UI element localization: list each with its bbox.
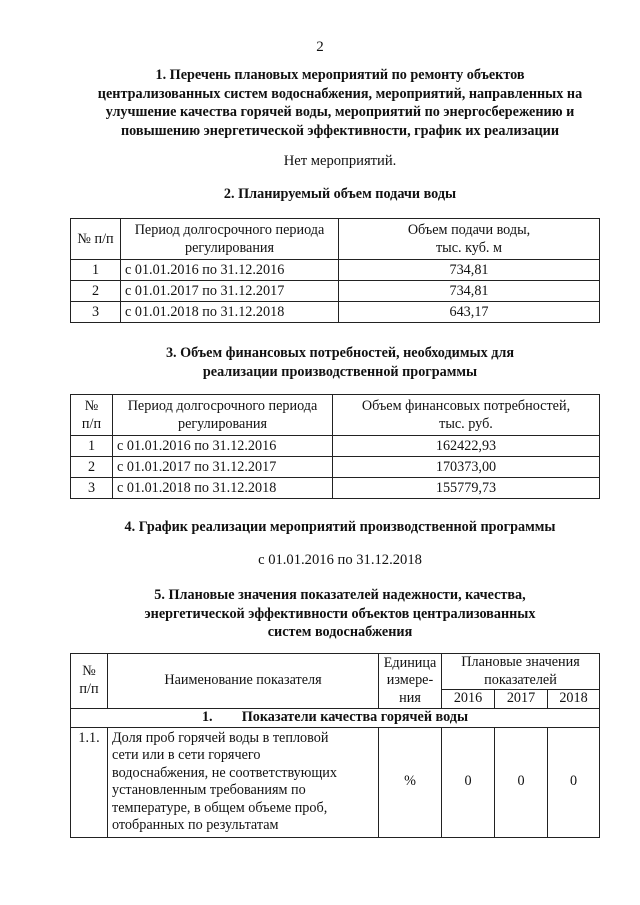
table-row	[71, 302, 600, 323]
page-number: 2	[316, 39, 324, 55]
section5-title-line: систем водоснабжения	[267, 624, 413, 640]
table-row	[71, 281, 600, 302]
row-value: 170373,00	[333, 457, 600, 478]
header-planned-line: Плановые значения	[461, 654, 580, 670]
section2-title: 2. Планируемый объем подачи воды	[223, 186, 457, 202]
section3-title-line: 3. Объем финансовых потребностей, необходимых для	[165, 345, 515, 361]
section1-title-line: повышению энергетической эффективности, график их реализации	[121, 122, 559, 139]
header-period	[113, 395, 333, 436]
row-value: 155779,73	[333, 478, 600, 499]
table-row	[71, 260, 600, 281]
header-num	[71, 654, 108, 709]
row-value: 734,81	[339, 260, 600, 281]
row-indicator-name	[108, 727, 379, 837]
section1-title-line: централизованных систем водоснабжения, мероприятий, направленных на	[97, 85, 583, 102]
header-year-2016: 2016	[442, 690, 495, 709]
row-value: 734,81	[339, 281, 600, 302]
indicator-name-line: Доля проб горячей воды в тепловой	[112, 729, 329, 746]
indicator-name-line: водоснабжения, не соответствующих	[112, 764, 337, 781]
row-period: с 01.01.2018 по 31.12.2018	[113, 478, 333, 499]
header-num	[71, 395, 113, 436]
section5-title-line: 5. Плановые значения показателей надежности, качества,	[154, 587, 526, 603]
header-num-line: №	[84, 398, 99, 414]
indicators-table	[70, 653, 600, 838]
indicator-name-line: установленным требованиям по	[112, 782, 306, 798]
header-period-line: регулирования	[177, 416, 268, 432]
row-value: 643,17	[339, 302, 600, 323]
header-period	[121, 219, 339, 260]
header-num-line: №	[82, 663, 96, 680]
row-value-2018: 0	[548, 727, 600, 837]
section1-title-line: улучшение качества горячей воды, мероприятий по энергосбережению и	[105, 104, 575, 120]
row-value-2017: 0	[495, 727, 548, 837]
indicator-name-line: отобранных по результатам	[112, 817, 279, 833]
section3-title	[60, 344, 620, 381]
row-value-2016: 0	[442, 727, 495, 837]
section5-title-line: энергетической эффективности объектов централизованных	[144, 605, 536, 622]
row-unit: %	[379, 727, 442, 837]
row-num: 3	[71, 302, 121, 323]
header-num-line: п/п	[81, 416, 102, 432]
header-period-line: Период долгосрочного периода	[134, 222, 325, 238]
section5-title	[60, 586, 620, 642]
row-period: с 01.01.2017 по 31.12.2017	[113, 457, 333, 478]
header-finance-line: тыс. руб.	[439, 416, 493, 432]
section1-note: Нет мероприятий.	[283, 153, 397, 169]
header-unit	[379, 654, 442, 709]
financial-needs-table	[70, 394, 600, 499]
table-row	[71, 436, 600, 457]
group-number: 1.	[201, 708, 213, 725]
row-period: с 01.01.2018 по 31.12.2018	[121, 302, 339, 323]
header-num: № п/п	[71, 219, 121, 260]
table-group-row	[71, 708, 600, 727]
header-planned-values	[442, 654, 600, 690]
row-num: 3	[71, 478, 113, 499]
table-row	[71, 457, 600, 478]
section4-title: 4. График реализации мероприятий производственной программы	[124, 519, 556, 535]
table-row	[71, 727, 600, 837]
table-header-row	[71, 395, 600, 436]
section1-title	[60, 66, 620, 140]
row-num: 1.1.	[71, 727, 108, 837]
header-volume-line: тыс. куб. м	[435, 240, 502, 256]
row-num: 2	[71, 281, 121, 302]
row-period: с 01.01.2016 по 31.12.2016	[113, 436, 333, 457]
header-finance-line: Объем финансовых потребностей,	[361, 398, 571, 414]
header-indicator-name: Наименование показателя	[108, 654, 379, 709]
row-period: с 01.01.2016 по 31.12.2016	[121, 260, 339, 281]
row-num: 2	[71, 457, 113, 478]
group-heading	[71, 708, 600, 727]
row-period: с 01.01.2017 по 31.12.2017	[121, 281, 339, 302]
header-volume-line: Объем подачи воды,	[407, 222, 531, 238]
header-unit-line: измере-	[386, 672, 434, 688]
section4-period: с 01.01.2016 по 31.12.2018	[258, 552, 422, 568]
supply-volume-table	[70, 218, 600, 323]
indicator-name-line: температуре, в общем объеме проб,	[112, 799, 328, 816]
header-finance	[333, 395, 600, 436]
header-planned-line: показателей	[484, 671, 557, 688]
group-title: Показатели качества горячей воды	[241, 708, 469, 725]
section1-title-line: 1. Перечень плановых мероприятий по ремонту объектов	[155, 67, 525, 83]
header-period-line: Период долгосрочного периода	[127, 398, 318, 414]
header-num-line: п/п	[79, 680, 99, 697]
header-volume	[339, 219, 600, 260]
header-year-2018: 2018	[548, 690, 600, 709]
table-row	[71, 478, 600, 499]
indicator-name-line: сети или в сети горячего	[112, 747, 261, 763]
header-year-2017: 2017	[495, 690, 548, 709]
header-unit-line: Единица	[383, 654, 437, 671]
row-num: 1	[71, 436, 113, 457]
row-num: 1	[71, 260, 121, 281]
header-period-line: регулирования	[184, 240, 275, 256]
section3-title-line: реализации производственной программы	[202, 363, 478, 380]
row-value: 162422,93	[333, 436, 600, 457]
header-unit-line: ния	[399, 689, 421, 706]
table-header-row	[71, 654, 600, 690]
table-header-row	[71, 219, 600, 260]
